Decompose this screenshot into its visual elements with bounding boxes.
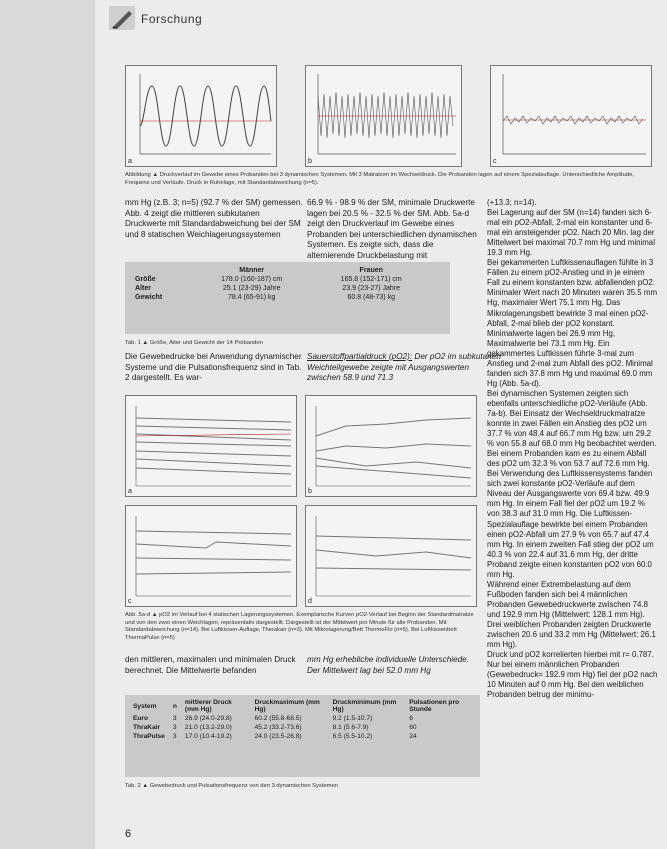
table-cell: 17.0 (10.4-19.2) [184, 733, 232, 740]
figure-caption-mid: Abb. 5a-d ▲ pO2 im Verlauf bei 4 statischen Lagerungssystemen. Exemplarische Kurven pO2-Verlauf bei Beginn der Standardmatratze und von den zwei einen Weichlagen, repräsentativ dargestellt. Dargestellt ist der Mittelwert pro Minute für alle Probanden. Mit Standardabweichung (n=14). Bei Luftkissen-Auflage, Therakair (n=3). Mit Mikrolagerung/Bett ThermoFlo (n=5). Bei Luftkissenbett ThermaPulse (n=5) [125, 612, 474, 641]
table1-caption: Tab. 1 ▲ Größe, Alter und Gewicht der 14 Probanden [125, 340, 263, 346]
table-cell: 25.1 (23-29) Jahre [222, 285, 281, 292]
panel-label: c [128, 598, 132, 605]
section-label: Forschung [141, 12, 203, 26]
journal-page [95, 0, 667, 849]
table-header-cell: Frauen [359, 267, 383, 274]
table-cell: 78.4 (65-91) kg [227, 294, 276, 301]
table-cell: ThraKair [133, 724, 161, 731]
page-number: 6 [125, 828, 132, 840]
table-header-cell: Pulsationen pro Stunde [409, 699, 460, 713]
table-cell: 6 [409, 715, 413, 722]
table-row [131, 284, 431, 293]
table-row [131, 275, 431, 284]
table-row [129, 723, 477, 732]
figure-panel-5c [125, 505, 297, 607]
left-column-paragraph-2: Die Gewebedrucke bei Anwendung dynamischer Systeme und die Pulsationsfrequenz sind in Tab. 2 dargestellt. Es war- [125, 352, 302, 383]
table-cell: Alter [135, 285, 151, 292]
table-cell: Euro [133, 715, 149, 722]
table-cell: 21.0 (13.2-29.0) [184, 724, 232, 731]
table-cell: 45.2 (33.2-73.6) [254, 724, 302, 731]
table1 [131, 266, 431, 302]
table-cell: 60 [409, 724, 417, 731]
table-cell: 24.0 (23.5-26.8) [254, 733, 302, 740]
figure-panel-5d [305, 505, 477, 607]
middle-bottom-paragraph: mm Hg erhebliche individuelle Unterschiede. Der Mittelwert lag bei 52.0 mm Hg [307, 655, 470, 675]
table-cell: 60.8 (48-73) kg [347, 294, 395, 301]
figure-panel-5a [125, 395, 297, 497]
table-cell: 3 [172, 733, 177, 740]
panel-label: a [128, 158, 132, 165]
panel-label: b [308, 488, 312, 495]
table-cell: 6.5 (5.5-10.2) [332, 733, 373, 740]
figure-panel-b [305, 65, 462, 167]
table-header-cell: Männer [239, 267, 265, 274]
table2 [129, 698, 477, 741]
figure-panel-a [125, 65, 277, 167]
table-row [131, 293, 431, 302]
panel-label: b [308, 158, 312, 165]
table-cell: 24 [409, 733, 417, 740]
figure-panel-5b [305, 395, 477, 497]
subheading-po2: Sauerstoffpartialdruck (pO2): [307, 352, 413, 361]
table-cell: 3 [172, 715, 177, 722]
middle-column-subheading [307, 352, 502, 384]
table-header-cell: n [172, 702, 177, 710]
table-header-row [129, 698, 477, 714]
po2-paragraph: Der pO2 im subkutanen Weichteilgewebe zeigte mit Ausgangswerten zwischen 58.9 und 71.3 [307, 352, 501, 383]
table-cell: 3 [172, 724, 177, 731]
table-header-cell: System [133, 702, 157, 710]
table-cell: 165.8 (152-171) cm [340, 276, 402, 283]
table-cell: 60.2 (55.8-68.5) [254, 715, 302, 722]
table-row [129, 714, 477, 723]
table-cell: 9.2 (1.5-10.7) [332, 715, 373, 722]
table2-caption: Tab. 2 ▲ Gewebedruck und Pulsationsfrequenz von den 3 dynamischen Systemen [125, 783, 338, 789]
table-header-cell: mittlerer Druck (mm Hg) [184, 699, 232, 713]
table-header-cell: Druckmaximum (mm Hg) [254, 699, 320, 713]
figure-caption-top: Abbildung ▲ Druckverlauf im Gewebe eines Probanden bei 3 dynamischen Systemen. Mit 3 Matratzen im Wechseldruck. Die Probanden lagen auf einem Spezialauflage. Unterschiedliche Amplitude, Frequenz und Verläufe. Druck in Ruhelage, mit Standardabweichung (n=5). [125, 172, 634, 186]
table-cell: 178.0 (160-187) cm [221, 276, 283, 283]
table-header-row [131, 266, 431, 275]
left-bottom-paragraph: den mittleren, maximalen und minimalen Druck berechnet. Die Mittelwerte befanden [125, 655, 296, 675]
left-column-paragraph: mm Hg (z.B. 3; n=5) (92.7 % der SM) gemessen. Abb. 4 zeigt die mittleren subkutanen Druckwerte mit Standardabweichung bei der SM und 8 statischen Weichlagerungssystemen [125, 198, 303, 239]
figure-panel-c [490, 65, 652, 167]
table-cell: 8.1 (5.6-7.9) [332, 724, 369, 731]
table-cell: Gewicht [135, 294, 163, 301]
table-cell: ThraPulse [133, 733, 165, 740]
panel-label: c [493, 158, 497, 165]
table-header-cell: Druckminimum (mm Hg) [332, 699, 397, 713]
middle-column-paragraph: 66.9 % - 98.9 % der SM, minimale Druckwerte lagen bei 20.5 % - 32.5 % der SM. Abb. 5a-d zeigt den Druckverlauf im Gewebe eines Probanden bei unterschiedlichen dynamischen Systemen. Es zeigte sich, dass die alternierende Druckbelastung mit [307, 198, 477, 260]
table-row [129, 732, 477, 741]
table-cell: Größe [135, 276, 156, 283]
panel-label: a [128, 488, 132, 495]
right-column-text: (+13.3; n=14). Bei Lagerung auf der SM (n=14) fanden sich 6-mal ein pO2-Abfall, 2-mal ein konstanter und 6-mal ein ansteigender pO2. Nach 20 Min. lag der Mittelwert bei maximal 70.7 mm Hg und minimal 19.3 mm Hg. Bei gekammerten Luftkissenauflagen fühlte in 3 Fällen zu einem pO2-Anstieg und in je einem Fall zu einem konstanten bzw. abfallenden pO2. Minimaler Wert nach 20 Minuten waren 35.5 mm Hg, maximaler Wert 75.1 mm Hg. Das Mikrolagerungsbett bewirkte 3 mal einen pO2-Abfall, 2-mal blieb der pO2 konstant. Minimalwerte lagen bei 26.9 mm Hg, Maximalwerte bei 73.1 mm Hg. Ein gekammertes Luftkissen führte 3-mal zum Anstieg und 2-mal zum Abfall des pO2. Minimal fanden sich 37.8 mm Hg und maximal 69.0 mm Hg (Abb. 5a-d). Bei dynamischen Systemen zeigten sich ebenfalls unterschiedliche pO2-Verläufe (Abb. 7a-b). Bei Einsatz der Wechseldruckmatratze konnte in zwei Fällen ein Anstieg des pO2 um 37.7 % von 48.4 auf 66.7 mm Hg bzw. um 29.2 % von 55.8 auf 68.0 mm Hg beobachtet werden. Bei einem Probanden kam es zu einem Abfall des pO2 um 32.3 % von 53.7 auf 72.6 mm Hg. Bei Verwendung des Luftkissensystems fanden sich zwei konstante pO2-Verläufe auf dem Niveau der Ausgangswerte von 69.4 bzw. 49.9 mm Hg. In einem Fall fiel der pO2 um 19.2 % von 38.3 auf 31.0 mm Hg. Die Luftkissen-Spezialauflage bewirkte bei einem Probanden einen pO2-Abfall um 27.9 % von 65.7 auf 47.4 mm Hg. In einem zweiten Fall stieg der pO2 um 40.3 % von 22.4 auf 31.6 mm Hg, der dritte Proband zeigte einen konstanten pO2 von 60.0 mm Hg. Während einer Extrembelastung auf dem Fußboden fanden sich bei 4 männlichen Probanden Gewebedruckwerte zwischen 74.8 und 192.9 mm Hg (Mittelwert: 128.1 mm Hg). Drei weiblichen Probanden zeigten Druckwerte zwischen 20.6 und 33.2 mm Hg (Mittelwert: 26.1 mm Hg). Druck und pO2 korrelierten hierbei mit r= 0.787. Nur bei einem männlichen Probanden (Gewebedruck= 192.9 mm Hg) fiel der pO2 nach 10 Minuten auf 0 mm Hg. Bei den weiblichen Probanden betrug der minimu- [487, 198, 658, 700]
panel-label: d [308, 598, 312, 605]
pencil-icon [109, 6, 135, 30]
table-cell: 26.9 (24.0-29.8) [184, 715, 232, 722]
table-header-cell [131, 266, 192, 275]
table-cell: 23.9 (23-27) Jahre [342, 285, 401, 292]
